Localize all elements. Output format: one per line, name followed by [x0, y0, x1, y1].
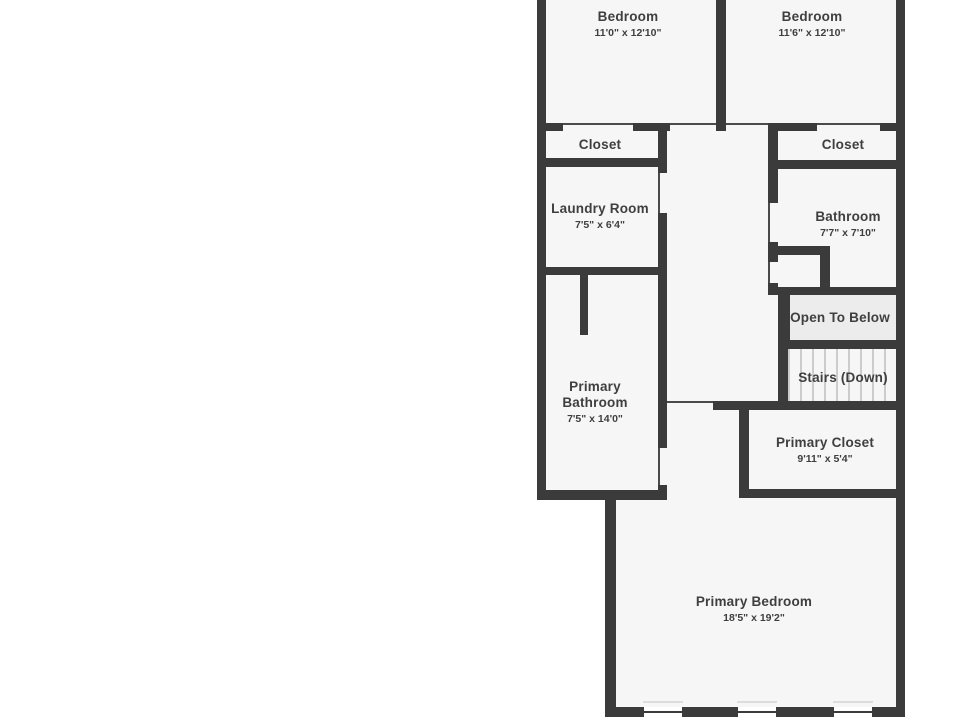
door-opening-line: [658, 173, 660, 213]
window-pane-line: [738, 711, 776, 713]
room-name: Closet: [821, 137, 865, 152]
room-name: Primary Bathroom: [562, 379, 628, 410]
room-name: Laundry Room: [551, 201, 649, 216]
wall-segment: [768, 160, 905, 169]
wall-segment: [605, 490, 616, 717]
room-name: Open To Below: [790, 310, 890, 325]
wall-segment: [580, 267, 588, 335]
room-label-primary-closet: [776, 435, 874, 466]
door-opening-line: [768, 203, 770, 242]
door-opening-line: [667, 401, 713, 403]
room-label-primary-bathroom: [545, 379, 645, 426]
wall-segment: [739, 401, 749, 497]
window-sill-line: [643, 701, 683, 703]
room-name: Primary Closet: [775, 435, 875, 450]
room-name: Bathroom: [815, 209, 881, 224]
door-opening-line: [658, 448, 660, 485]
room-label-bathroom: [815, 209, 880, 240]
door-opening-line: [726, 123, 768, 125]
room-label-laundry: [551, 201, 649, 232]
room-label-bedroom-left: [595, 9, 662, 40]
room-name: Stairs (Down): [798, 370, 888, 385]
room-name: Closet: [578, 137, 622, 152]
window-pane-line: [834, 711, 872, 713]
room-dimensions: 7'5" x 14'0": [567, 413, 623, 425]
room-dimensions: 18'5" x 19'2": [723, 612, 785, 624]
door-opening-line: [768, 262, 770, 283]
door-opening-line: [817, 123, 880, 125]
wall-segment: [658, 131, 667, 173]
wall-segment: [768, 131, 778, 203]
wall-segment: [537, 267, 667, 275]
wall-segment: [739, 489, 905, 498]
wall-segment: [716, 0, 726, 131]
wall-segment: [896, 0, 905, 717]
wall-segment: [537, 123, 563, 131]
room-dimensions: 9'11" x 5'4": [797, 453, 853, 465]
room-name: Bedroom: [781, 9, 843, 24]
wall-segment: [537, 490, 667, 500]
wall-segment: [880, 123, 905, 131]
window-sill-line: [833, 701, 873, 703]
wall-segment: [778, 340, 905, 349]
door-opening-line: [670, 123, 716, 125]
window-sill-line: [737, 701, 777, 703]
room-name: Primary Bedroom: [695, 594, 813, 609]
room-label-stairs: [798, 370, 888, 386]
room-label-open-to-below: [790, 310, 890, 326]
room-dimensions: 11'6" x 12'10": [778, 27, 846, 39]
stair-tread-line: [788, 349, 790, 401]
room-name: Bedroom: [597, 9, 659, 24]
room-label-closet-left: [579, 137, 621, 153]
room-label-primary-bedroom: [696, 594, 812, 625]
room-dimensions: 11'0" x 12'10": [594, 27, 662, 39]
door-opening-line: [563, 123, 633, 125]
room-dimensions: 7'5" x 6'4": [575, 219, 625, 231]
wall-segment: [537, 158, 658, 167]
wall-segment: [768, 123, 817, 131]
wall-segment: [633, 123, 670, 131]
room-label-bedroom-right: [779, 9, 846, 40]
room-dimensions: 7'7" x 7'10": [820, 227, 876, 239]
window-pane-line: [644, 711, 682, 713]
wall-segment: [658, 213, 667, 448]
room-label-closet-right: [822, 137, 864, 153]
